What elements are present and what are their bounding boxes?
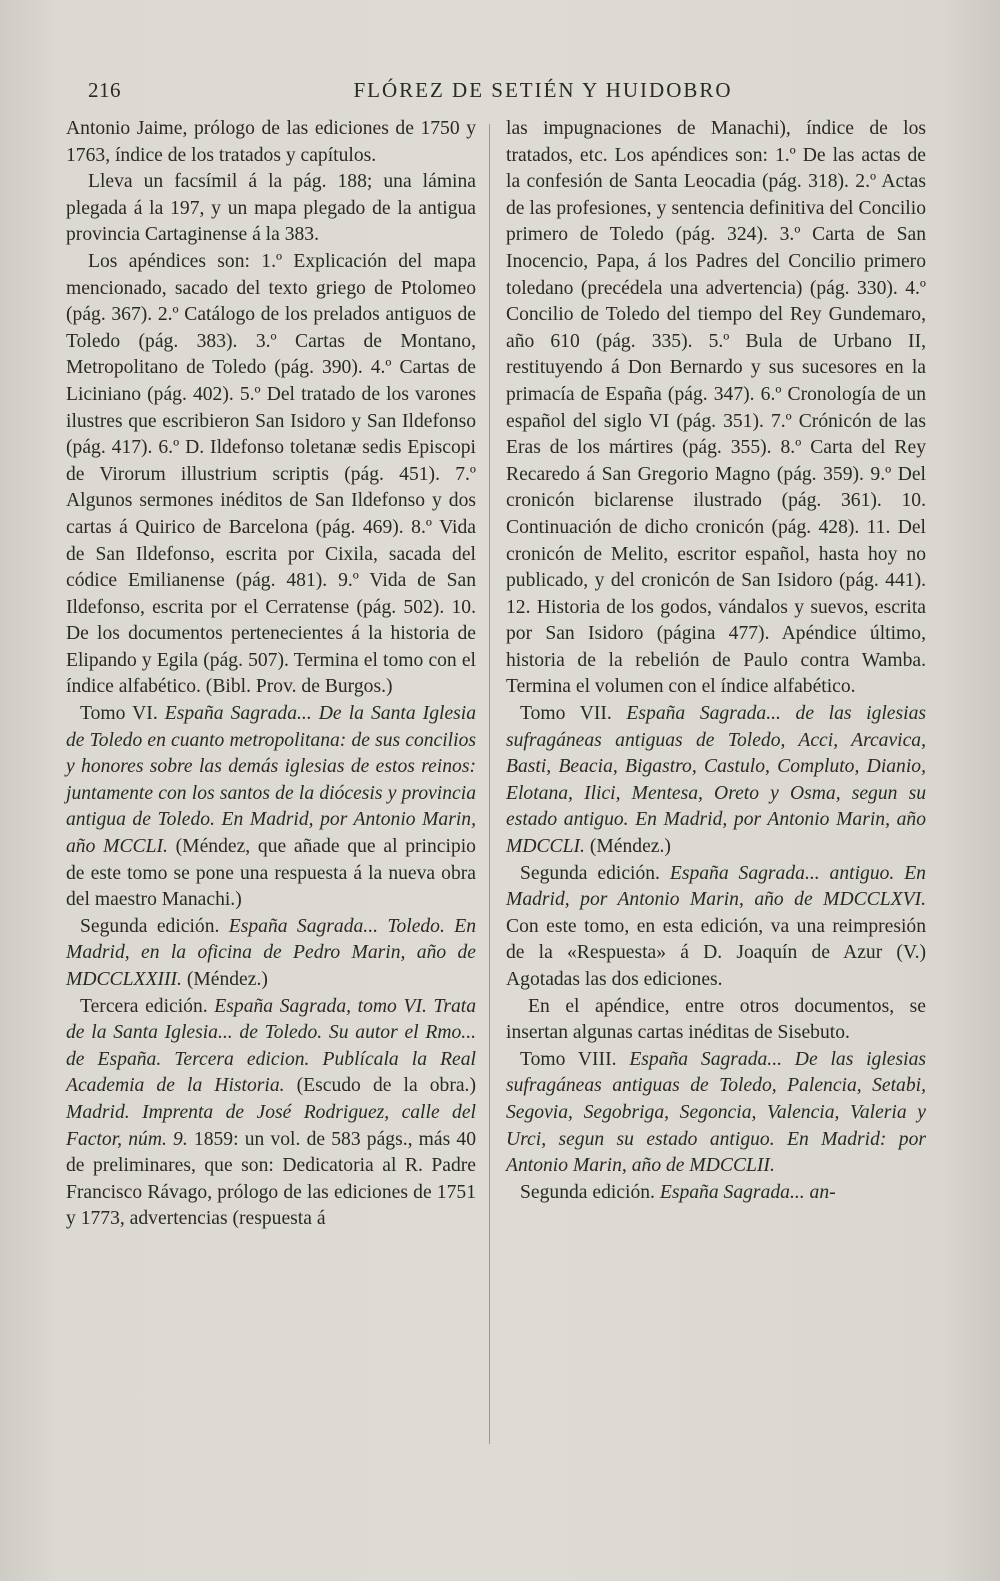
- entry-lead: Tomo VI.: [80, 703, 165, 725]
- entry-tomo-viii: [506, 1047, 926, 1180]
- entry-imprint: Madrid. Imprenta de José Rodriguez, calle del Factor, núm. 9.: [66, 1101, 476, 1150]
- left-column: [66, 116, 476, 1233]
- entry-title: España Sagrada, tomo VI. Trata de la Santa Iglesia... de Toledo. Su autor el Rmo... de España. Tercera edicion. Publícala la Real Academia de la Historia.: [66, 995, 476, 1097]
- entry-second-edition: [506, 861, 926, 994]
- paragraph: Los apéndices son: 1.º Explicación del mapa mencionado, sacado del texto griego de Ptolomeo (pág. 367). 2.º Catálogo de los prelados antiguos de Toledo (pág. 383). 3.º Cartas de Montano, Metropolitano de Toledo (pág. 390). 4.º Cartas de Liciniano (pág. 402). 5.º Del tratado de los varones ilustres que escribieron San Isidoro y San Ildefonso (pág. 417). 6.º D. Ildefonso toletanæ sedis Episcopi de Virorum illustrium scriptis (pág. 451). 7.º Algunos sermones inéditos de San Ildefonso y dos cartas á Quirico de Barcelona (pág. 469). 8.º Vida de San Ildefonso, escrita por Cixila, sacada del códice Emilianense (pág. 481). 9.º Vida de San Ildefonso, escrita por el Cerratense (pág. 502). 10. De los documentos pertenecientes á la historia de Elipando y Egila (pág. 507). Termina el tomo con el índice alfabético. (Bibl. Prov. de Burgos.): [66, 250, 476, 698]
- entry-title: España Sagrada... de las iglesias sufragáneas antiguas de Toledo, Acci, Arcavica, Basti, Beacia, Bigastro, Castulo, Compluto, Dianio, Elotana, Ilici, Mentesa, Oreto y Osma, segun su estado antiguo. En Madrid, por Antonio Marin, año MDCCLI.: [506, 703, 926, 858]
- page-header: [88, 78, 928, 108]
- entry-title: España Sagrada... antiguo. En Madrid, por Antonio Marin, año de MDCCLXVI.: [506, 862, 926, 911]
- entry-note: (Méndez, que añade que al principio de este tomo se pone una respuesta á la nueva obra del maestro Manachi.): [66, 836, 476, 911]
- entry-title: España Sagrada... an-: [659, 1181, 836, 1203]
- entry-title: España Sagrada... De la Santa Iglesia de Toledo en cuanto metropolitana: de sus concilios y honores sobre las demás iglesias de estos reinos: juntamente con los santos de la diócesis y provincia antigua de Toledo. En Madrid, por Antonio Marin, año MCCLI.: [66, 703, 477, 858]
- right-column: [506, 116, 926, 1206]
- entry-third-edition: [66, 994, 476, 1233]
- paragraph: las impugnaciones de Manachi), índice de los tratados, etc. Los apéndices son: 1.º De las actas de la confesión de Santa Leocadia (pág. 318). 2.º Actas de las profesiones, y sentencia definitiva del Concilio primero de Toledo (pág. 324). 3.º Carta de San Inocencio, Papa, á los Padres del Concilio primero toledano (precédela una advertencia) (pág. 330). 4.º Concilio de Toledo del tiempo del Rey Gundemaro, año 610 (pág. 335). 5.º Bula de Urbano II, restituyendo á Don Bernardo y sus sucesores en la primacía de España (pág. 347). 6.º Cronología de un español del siglo VI (pág. 351). 7.º Crónicón de las Eras de los mártires (pág. 355). 8.º Carta del Rey Recaredo á San Gregorio Magno (pág. 359). 9.º Del cronicón biclarense ilustrado (pág. 361). 10. Continuación de dicho cronicón (pág. 428). 11. Del cronicón de Melito, escritor español, hasta hoy no publicado, y del cronicón de San Isidoro (pág. 441). 12. Historia de los godos, vándalos y suevos, escrita por San Isidoro (página 477). Apéndice último, historia de la rebelión de Paulo contra Wamba. Termina el volumen con el índice alfabético.: [506, 118, 926, 698]
- entry-note: Con este tomo, en esta edición, va una reimpresión de la «Respuesta» á D. Joaquín de Azur (V.) Agotadas las dos ediciones.: [506, 915, 926, 990]
- entry-title: España Sagrada... Toledo. En Madrid, en la oficina de Pedro Marin, año de MDCCLXXIII.: [66, 915, 476, 990]
- running-title: FLÓREZ DE SETIÉN Y HUIDOBRO: [353, 78, 733, 102]
- entry-lead: Tercera edición.: [80, 995, 215, 1017]
- entry-tomo-vii: [506, 701, 926, 861]
- entry-lead: Tomo VIII.: [520, 1048, 630, 1070]
- entry-lead: Segunda edición.: [520, 862, 670, 884]
- paragraph: Lleva un facsímil á la pág. 188; una lámina plegada á la 197, y un mapa plegado de la antigua provincia Cartaginense á la 383.: [66, 171, 476, 246]
- entry-title: España Sagrada... De las iglesias sufragáneas antiguas de Toledo, Palencia, Setabi, Segovia, Segobriga, Segoncia, Valencia, Valeria y Urci, segun su estado antiguo. En Madrid: por Antonio Marin, año de MDCCLII.: [506, 1048, 926, 1177]
- page-number: 216: [88, 78, 121, 102]
- entry-lead: Segunda edición.: [520, 1181, 660, 1203]
- entry-note: (Méndez.): [584, 836, 671, 858]
- column-divider: [489, 124, 490, 1444]
- entry-second-edition: [66, 914, 476, 994]
- entry-tomo-vi: [66, 701, 476, 914]
- entry-lead: Segunda edición.: [80, 915, 229, 937]
- entry-note: (Méndez.): [181, 969, 268, 990]
- entry-description: 1859: un vol. de 583 págs., más 40 de preliminares, que son: Dedicatoria al R. Padre Francisco Rávago, prólogo de las ediciones de 1751 y 1773, advertencias (respuesta á: [66, 1128, 476, 1230]
- entry-note: (Escudo de la obra.): [284, 1075, 476, 1097]
- paragraph: Antonio Jaime, prólogo de las ediciones de 1750 y 1763, índice de los tratados y capítulos.: [66, 118, 476, 166]
- paragraph: En el apéndice, entre otros documentos, se insertan algunas cartas inéditas de Sisebuto.: [506, 995, 926, 1044]
- entry-second-edition: [506, 1180, 926, 1207]
- entry-lead: Tomo VII.: [520, 703, 627, 725]
